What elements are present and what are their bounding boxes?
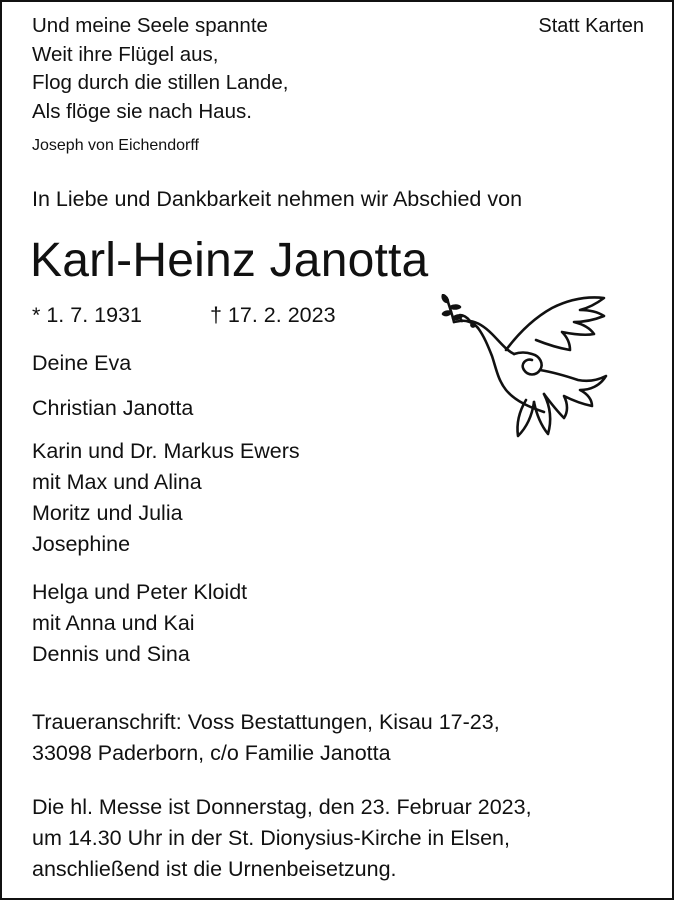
poem [32,12,288,126]
poem-line: Weit ihre Flügel aus, [32,42,219,66]
deceased-name: Karl-Heinz Janotta [30,234,429,287]
poem-line: Flog durch die stillen Lande, [32,71,289,94]
poem-line: Als flöge sie nach Haus. [32,99,252,123]
mourner-line: mit Max und Alina [32,470,202,494]
mourner-group [32,436,300,560]
dove-with-olive-branch-icon [440,294,620,444]
mourner-group [32,577,247,670]
mourner-line: Dennis und Sina [32,642,190,666]
mourner-group [32,393,193,424]
statt-karten-note: Statt Karten [538,15,644,37]
mourner-line: mit Anna und Kai [32,611,195,635]
mourner-group [32,348,131,379]
death-date: † 17. 2. 2023 [210,303,336,327]
birth-date: * 1. 7. 1931 [32,303,142,327]
poem-line: Und meine Seele spannte [32,14,268,37]
service-line: Die hl. Messe ist Donnerstag, den 23. Februar 2023, [32,795,532,819]
service-info [32,792,532,885]
poem-author: Joseph von Eichendorff [32,137,199,154]
mourner-line: Moritz und Julia [32,501,183,525]
mourner-line: Josephine [32,532,131,556]
service-line: um 14.30 Uhr in der St. Dionysius-Kirche in Elsen, [32,826,510,850]
mourner-line: Helga und Peter Kloidt [32,580,248,604]
service-line: anschließend ist die Urnenbeisetzung. [32,857,397,881]
address-line: 33098 Paderborn, c/o Familie Janotta [32,741,391,765]
mourner-line: Christian Janotta [32,396,194,420]
farewell-intro: In Liebe und Dankbarkeit nehmen wir Abschied von [32,187,523,211]
mourning-address [32,707,500,769]
mourner-line: Deine Eva [32,351,132,375]
address-line: Traueranschrift: Voss Bestattungen, Kisau 17-23, [32,710,500,734]
mourner-line: Karin und Dr. Markus Ewers [32,439,300,463]
